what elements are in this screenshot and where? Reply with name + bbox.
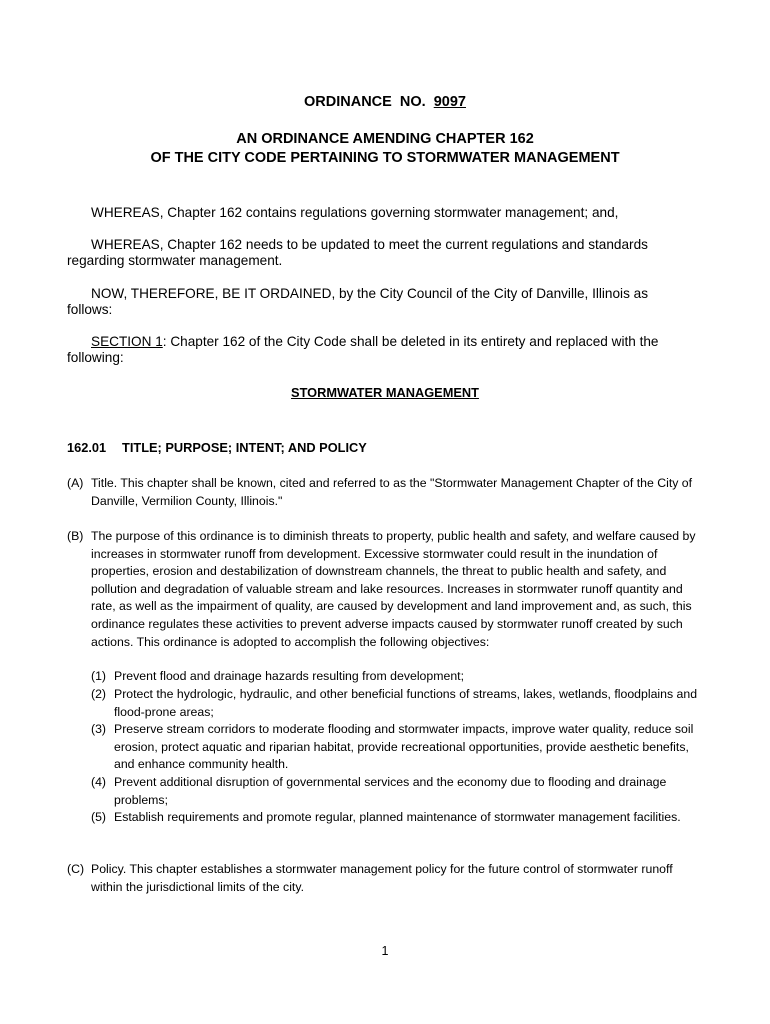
item-b (67, 528, 707, 651)
ordinance-title-line1: AN ORDINANCE AMENDING CHAPTER 162 (236, 131, 534, 147)
item-a (67, 475, 707, 510)
objective-3 (91, 721, 703, 774)
objective-4-label: (4) (91, 775, 107, 789)
ordinance-label: ORDINANCE NO. (304, 94, 434, 110)
objective-3-text: Preserve stream corridors to moderate flooding and stormwater impacts, improve water quality, reduce soil erosion, protect aquatic and riparian habitat, provide recreational opportunities, provide aesthetic benefits, and enhance community health. (114, 722, 694, 772)
objective-1 (91, 668, 703, 686)
objective-1-label: (1) (91, 669, 107, 683)
ordinance-number: 9097 (433, 94, 466, 110)
item-c (67, 861, 707, 896)
objective-5-text: Establish requirements and promote regular, planned maintenance of stormwater management facilities. (114, 810, 681, 824)
recital-1 (67, 205, 687, 221)
objective-1-text: Prevent flood and drainage hazards resulting from development; (114, 669, 464, 683)
objective-2-label: (2) (91, 687, 107, 701)
objective-2 (91, 686, 703, 721)
objective-5-label: (5) (91, 810, 107, 824)
recital-2-text: WHEREAS, Chapter 162 needs to be updated to meet the current regulations and standards regarding stormwater management. (67, 237, 648, 268)
section-1-text: : Chapter 162 of the City Code shall be deleted in its entirety and replaced with the following: (67, 334, 659, 365)
ordinance-number-heading (0, 94, 770, 110)
item-a-label: (A) (67, 476, 84, 490)
item-b-label: (B) (67, 529, 84, 543)
objective-3-label: (3) (91, 722, 107, 736)
section-1-label: SECTION 1 (91, 334, 163, 349)
subsection-title: TITLE; PURPOSE; INTENT; AND POLICY (122, 440, 367, 455)
subsection-heading (67, 440, 367, 455)
subsection-number: 162.01 (67, 440, 107, 455)
objective-2-text: Protect the hydrologic, hydraulic, and other beneficial functions of streams, lakes, wetlands, floodplains and flood-prone areas; (114, 687, 698, 719)
recital-1-text: WHEREAS, Chapter 162 contains regulations governing stormwater management; and, (91, 205, 619, 220)
item-c-text: Policy. This chapter establishes a stormwater management policy for the future control of stormwater runoff within the jurisdictional limits of the city. (91, 862, 673, 894)
item-b-text: The purpose of this ordinance is to diminish threats to property, public health and safety, and welfare caused by increases in stormwater runoff from development. Excessive stormwater could result in the inundation of properties, erosion and destabilization of downstream channels, the threat to public health and safety, and pollution and degradation of valuable stream and lake resources. Increases in stormwater runoff quantity and rate, as well as the impairment of quality, are caused by development and land improvement and, as such, this ordinance regulates these activities to prevent adverse impacts caused by stormwater runoff created by such actions. This ordinance is adopted to accomplish the following objectives: (91, 529, 696, 649)
page-number: 1 (381, 944, 389, 958)
item-a-text: Title. This chapter shall be known, cited and referred to as the "Stormwater Management Chapter of the City of Danville, Vermilion County, Illinois." (91, 476, 693, 508)
objective-4 (91, 774, 703, 809)
objective-4-text: Prevent additional disruption of governmental services and the economy due to flooding and drainage problems; (114, 775, 667, 807)
ordained-clause-text: NOW, THEREFORE, BE IT ORDAINED, by the City Council of the City of Danville, Illinois as follows: (67, 286, 649, 317)
section-1-paragraph (67, 334, 687, 366)
chapter-heading: STORMWATER MANAGEMENT (291, 385, 479, 400)
ordained-clause (67, 286, 687, 318)
ordinance-title-line2: OF THE CITY CODE PERTAINING TO STORMWATER MANAGEMENT (150, 150, 620, 166)
objective-5 (91, 809, 703, 827)
recital-2 (67, 237, 687, 269)
item-c-label: (C) (67, 862, 85, 876)
